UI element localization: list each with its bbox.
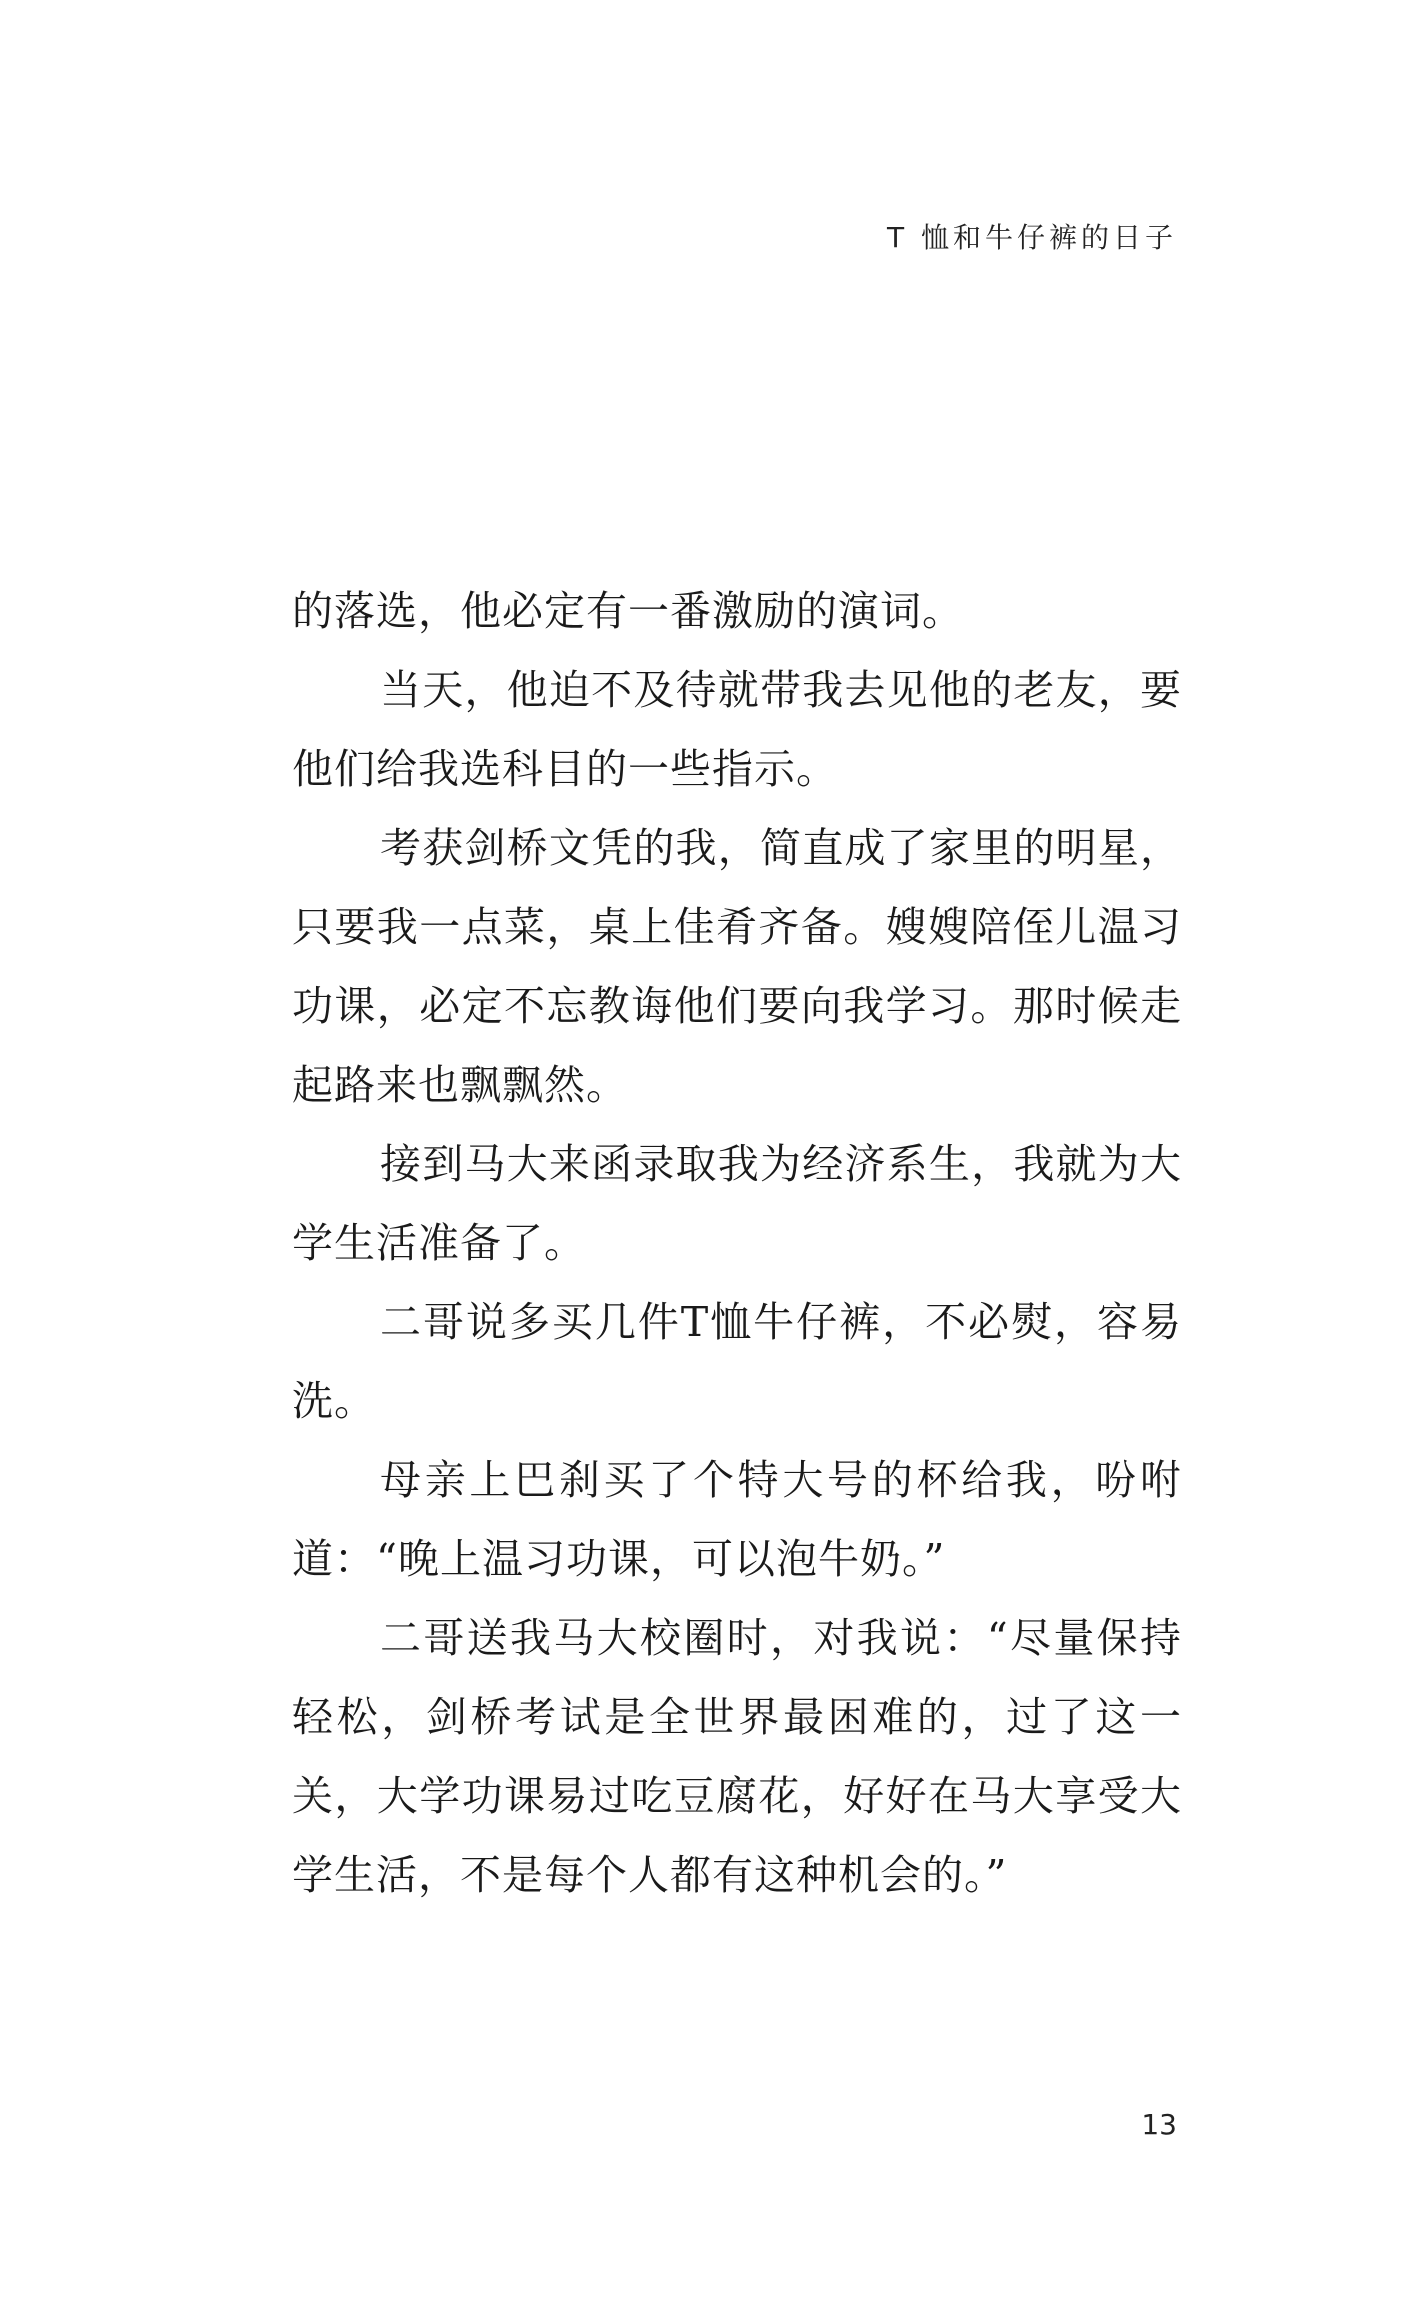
paragraph: 的落选，他必定有一番激励的演词。 [292, 587, 964, 635]
paragraph: 考获剑桥文凭的我，简直成了家里的明星，只要我一点菜，桌上佳肴齐备。嫂嫂陪侄儿温习功课，必定不忘教诲他们要向我学习。那时候走起路来也飘飘然。 [292, 824, 1182, 1109]
paragraph: 接到马大来函录取我为经济系生，我就为大学生活准备了。 [292, 1140, 1182, 1267]
running-header: T 恤和牛仔裤的日子 [886, 221, 1177, 254]
body-text [292, 572, 1182, 1915]
paragraph: 当天，他迫不及待就带我去见他的老友，要他们给我选科目的一些指示。 [292, 666, 1182, 793]
paragraph: 母亲上巴刹买了个特大号的杯给我，吩咐道：“晚上温习功课，可以泡牛奶。” [292, 1456, 1182, 1583]
paragraph: 二哥说多买几件T恤牛仔裤，不必熨，容易洗。 [292, 1298, 1182, 1425]
paragraph: 二哥送我马大校圈时，对我说：“尽量保持轻松，剑桥考试是全世界最困难的，过了这一关，大学功课易过吃豆腐花，好好在马大享受大学生活，不是每个人都有这种机会的。” [292, 1614, 1182, 1899]
page-number: 13 [1141, 2108, 1177, 2141]
